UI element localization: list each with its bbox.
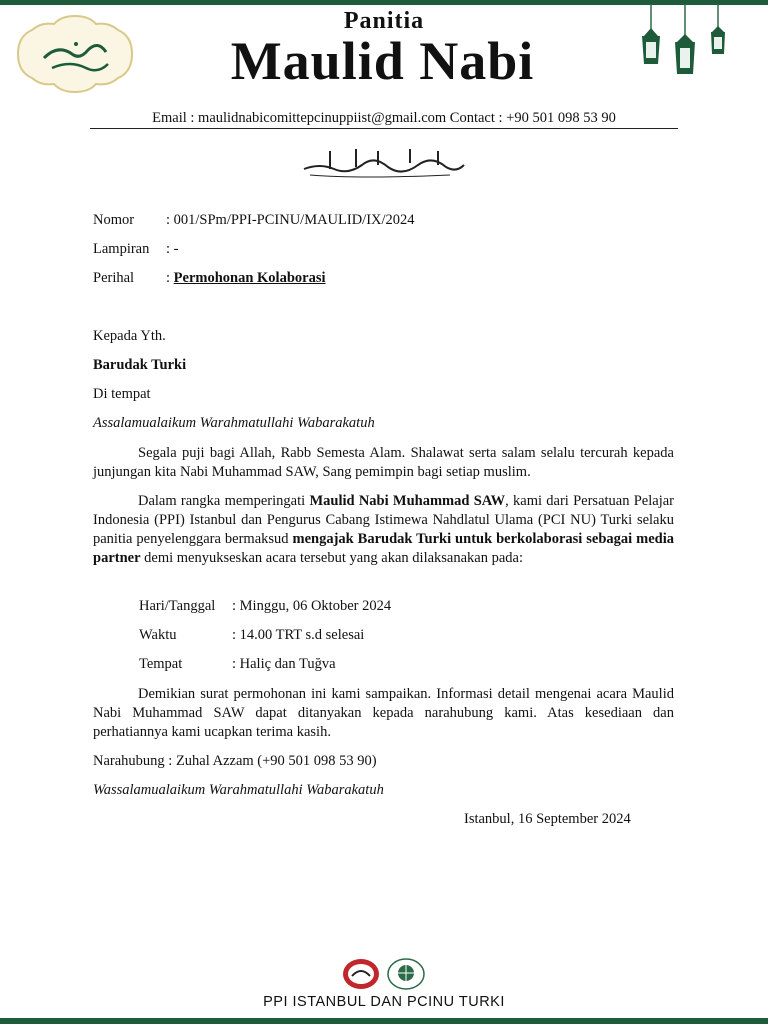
detail-value: : Minggu, 06 Oktober 2024 (232, 598, 392, 614)
header-subtitle: Panitia (343, 8, 425, 34)
nomor-label: Nomor (93, 212, 135, 228)
closing-salam: Wassalamualaikum Warahmatullahi Wabarakatuh (93, 782, 384, 798)
lanterns-icon (632, 4, 732, 84)
perihal-row (93, 269, 326, 288)
pcinu-turki-logo (387, 958, 425, 990)
kepada-line: Kepada Yth. (93, 328, 166, 344)
paragraph-2-invitation: mengajak Barudak Turki untuk berkolaborasi sebagai media partner (93, 531, 674, 566)
contact-line: Email : maulidnabicomittepcinuppiist@gmail.com Contact : +90 501 098 53 90 (152, 110, 616, 126)
perihal-value: Permohonan Kolaborasi (173, 270, 326, 286)
paragraph-2-part-c: , kami dari Persatuan Pelajar Indonesia (PPI) Istanbul dan Pengurus Cabang Istimewa Nahdlatul Ulama (PCI NU) Turki selaku panitia penyelenggara bermaksud (93, 493, 674, 547)
paragraph-1: Segala puji bagi Allah, Rabb Semesta Alam. Shalawat serta salam selalu tercurah kepada junjungan kita Nabi Muhammad SAW, Sang pemimpin bagi setiap muslim. (93, 445, 674, 480)
paragraph-3: Demikian surat permohonan ini kami sampaikan. Informasi detail mengenai acara Maulid Nabi Muhammad SAW dapat ditanyakan kepada narahubung kami. Atas kesediaan dan perhatiannya kami ucapkan terima kasih. (93, 686, 674, 740)
paragraph-2-part-a: Dalam rangka memperingati (138, 493, 310, 509)
perihal-colon: : (166, 270, 174, 286)
detail-row-place (139, 656, 336, 673)
place-date: Istanbul, 16 September 2024 (464, 811, 631, 827)
detail-label: Waktu (139, 627, 177, 643)
ppi-istanbul-logo (342, 958, 380, 990)
lampiran-label: Lampiran (93, 241, 150, 257)
lampiran-row (93, 240, 178, 259)
basmala-calligraphy (300, 143, 468, 181)
perihal-label: Perihal (93, 270, 135, 286)
header-title: Maulid Nabi (230, 31, 535, 91)
nomor-value: : 001/SPm/PPI-PCINU/MAULID/IX/2024 (166, 212, 415, 228)
narahubung-line: Narahubung : Zuhal Azzam (+90 501 098 53 90) (93, 753, 377, 769)
detail-row-date (139, 598, 391, 615)
paragraph-2-event-name: Maulid Nabi Muhammad SAW (309, 493, 506, 509)
opening-salam: Assalamualaikum Warahmatullahi Wabarakatuh (93, 415, 375, 431)
nomor-row (93, 211, 415, 230)
header-divider (90, 128, 678, 129)
detail-row-time (139, 627, 364, 644)
di-tempat-line: Di tempat (93, 386, 151, 402)
lampiran-value: : - (166, 241, 179, 257)
footer-organizations: PPI ISTANBUL DAN PCINU TURKI (263, 994, 505, 1010)
paragraph-2-part-e: demi menyukseskan acara tersebut yang akan dilaksanakan pada: (140, 550, 524, 566)
detail-label: Tempat (139, 656, 183, 672)
detail-value: : Haliç dan Tuğva (232, 656, 336, 672)
paragraph-2 (93, 492, 674, 568)
bottom-border (0, 1018, 768, 1024)
detail-label: Hari/Tanggal (139, 598, 216, 614)
recipient-name: Barudak Turki (93, 357, 187, 373)
detail-value: : 14.00 TRT s.d selesai (232, 627, 365, 643)
